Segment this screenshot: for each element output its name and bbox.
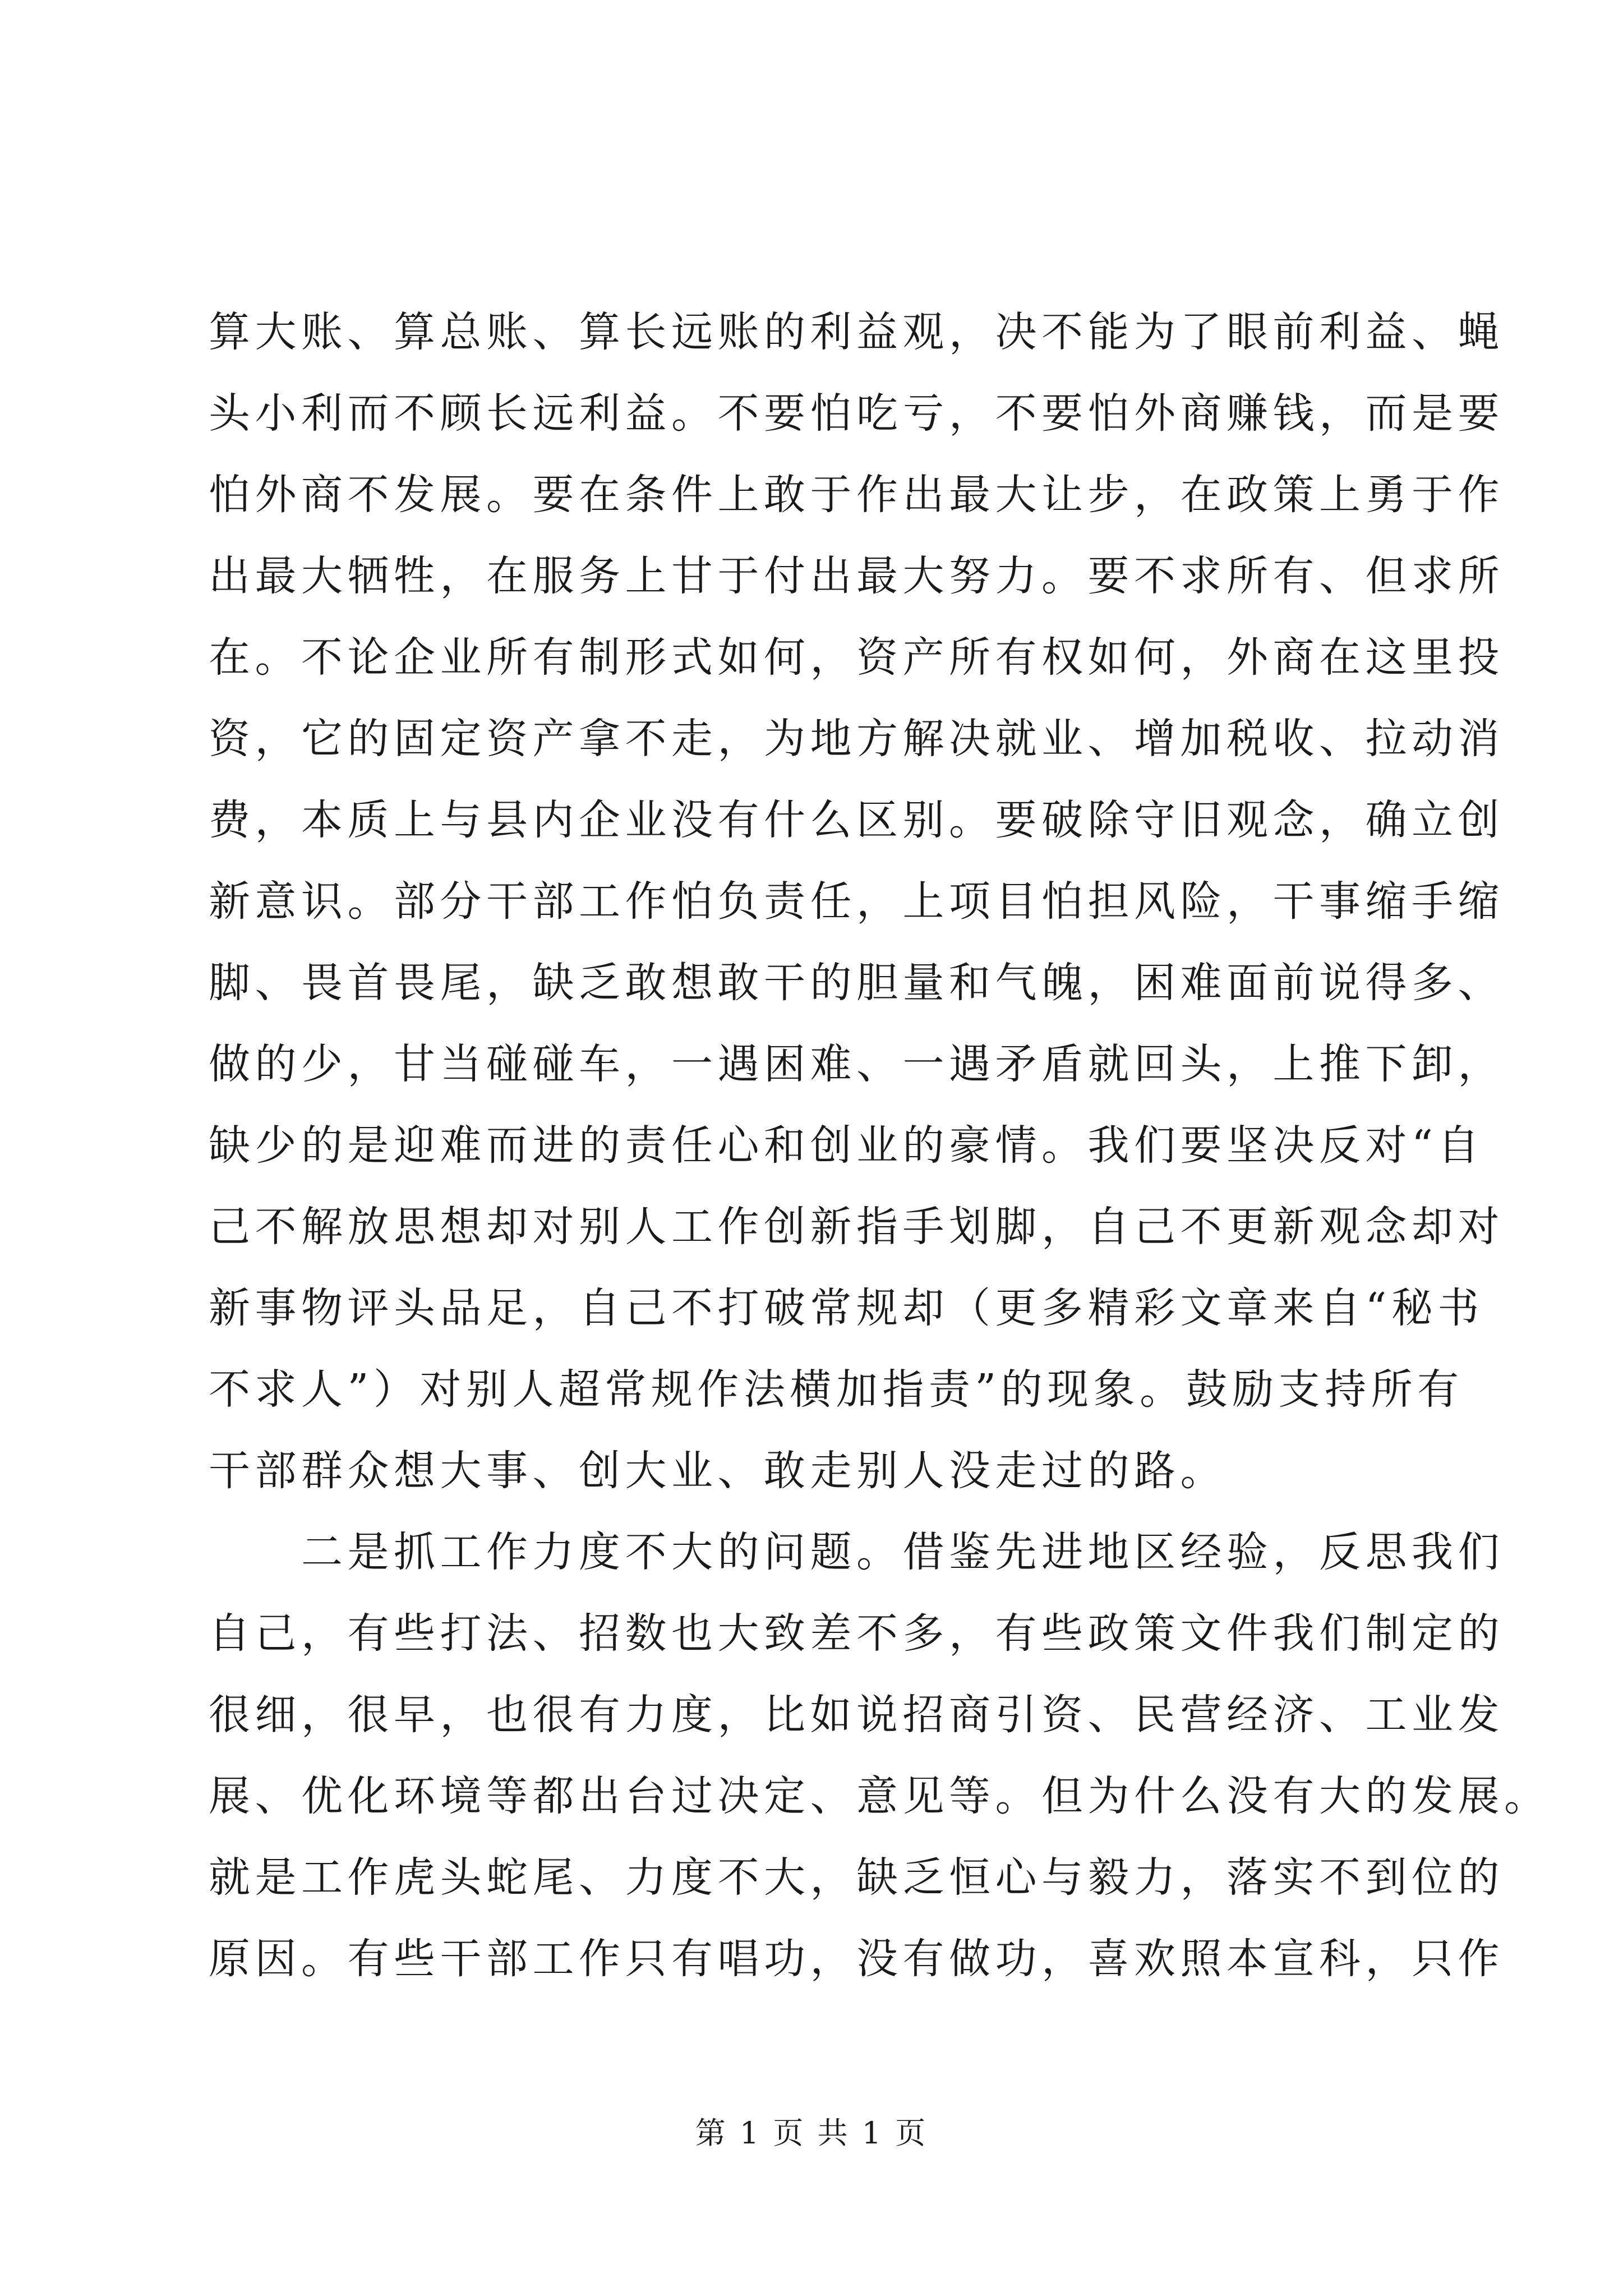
text-line: 二是抓工作力度不大的问题。借鉴先进地区经验，反思我们 <box>301 1528 1504 1576</box>
text-line: 在。不论企业所有制形式如何，资产所有权如何，外商在这里投 <box>209 633 1504 682</box>
text-line: 就是工作虎头蛇尾、力度不大，缺乏恒心与毅力，落实不到位的 <box>209 1853 1504 1902</box>
text-line: 新意识。部分干部工作怕负责任，上项目怕担风险，干事缩手缩 <box>209 877 1504 926</box>
text-line: 怕外商不发展。要在条件上敢于作出最大让步，在政策上勇于作 <box>209 471 1504 519</box>
text-line: 干部群众想大事、创大业、敢走别人没走过的路。 <box>209 1447 1227 1495</box>
document-body <box>209 292 1551 2000</box>
text-line: 很细，很早，也很有力度，比如说招商引资、民营经济、工业发 <box>209 1691 1504 1739</box>
text-line: 算大账、算总账、算长远账的利益观，决不能为了眼前利益、蝇 <box>209 308 1504 356</box>
page-footer <box>0 2109 1623 2152</box>
page-number-label: 第 1 页 共 1 页 <box>695 2115 928 2151</box>
text-line: 不求人”）对别人超常规作法横加指责”的现象。鼓励支持所有 <box>209 1365 1464 1414</box>
text-line: 新事物评头品足，自己不打破常规却（更多精彩文章来自“秘书 <box>209 1284 1484 1332</box>
text-line: 己不解放思想却对别人工作创新指手划脚，自己不更新观念却对 <box>209 1203 1504 1251</box>
text-line: 头小利而不顾长远利益。不要怕吃亏，不要怕外商赚钱，而是要 <box>209 389 1504 438</box>
text-line: 出最大牺牲，在服务上甘于付出最大努力。要不求所有、但求所 <box>209 552 1504 600</box>
text-line: 原因。有些干部工作只有唱功，没有做功，喜欢照本宣科，只作 <box>209 1935 1504 1983</box>
text-line: 做的少，甘当碰碰车，一遇困难、一遇矛盾就回头，上推下卸， <box>209 1040 1504 1088</box>
text-line: 资，它的固定资产拿不走，为地方解决就业、增加税收、拉动消 <box>209 715 1504 763</box>
text-line: 费，本质上与县内企业没有什么区别。要破除守旧观念，确立创 <box>209 796 1504 844</box>
text-line: 展、优化环境等都出台过决定、意见等。但为什么没有大的发展。 <box>209 1772 1551 1820</box>
text-line: 自己，有些打法、招数也大致差不多，有些政策文件我们制定的 <box>209 1609 1504 1658</box>
text-line: 缺少的是迎难而进的责任心和创业的豪情。我们要坚决反对“自 <box>209 1121 1484 1170</box>
text-line: 脚、畏首畏尾，缺乏敢想敢干的胆量和气魄，困难面前说得多、 <box>209 959 1504 1007</box>
